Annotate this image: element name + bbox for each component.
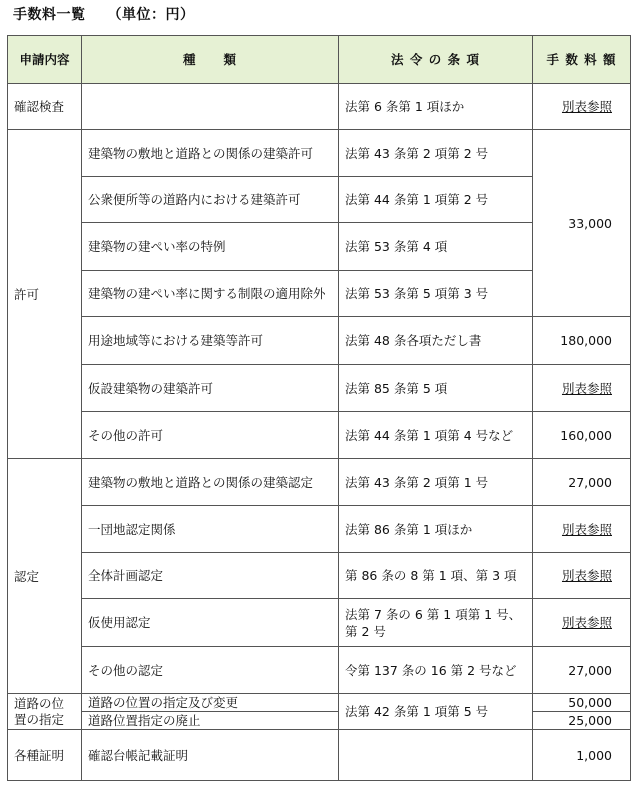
category-cell: 確認検査 <box>8 84 82 130</box>
type-cell: 全体計画認定 <box>82 553 339 599</box>
fee-link[interactable]: 別表参照 <box>561 99 612 114</box>
table-row <box>8 317 631 365</box>
fee-cell <box>533 599 631 647</box>
table-row <box>8 712 631 730</box>
law-cell: 法第 86 条第 1 項ほか <box>339 506 533 553</box>
law-cell: 法第 6 条第 1 項ほか <box>339 84 533 130</box>
table-row <box>8 365 631 412</box>
fee-cell <box>533 553 631 599</box>
fee-cell <box>533 506 631 553</box>
type-cell: 道路位置指定の廃止 <box>82 712 339 730</box>
type-cell: 建築物の敷地と道路との関係の建築認定 <box>82 459 339 506</box>
category-cell: 許可 <box>8 130 82 459</box>
law-cell: 法第 53 条第 5 項第 3 号 <box>339 271 533 317</box>
table-row <box>8 553 631 599</box>
type-cell: 用途地域等における建築等許可 <box>82 317 339 365</box>
column-header-law: 法 令 の 条 項 <box>339 36 533 84</box>
law-cell <box>339 730 533 781</box>
law-cell: 法第 43 条第 2 項第 2 号 <box>339 130 533 177</box>
type-cell: 建築物の建ぺい率に関する制限の適用除外 <box>82 271 339 317</box>
fee-link[interactable]: 別表参照 <box>561 521 612 537</box>
type-cell: 仮使用認定 <box>82 599 339 647</box>
fee-cell <box>533 365 631 412</box>
law-cell: 法第 43 条第 2 項第 1 号 <box>339 459 533 506</box>
fee-link[interactable]: 別表参照 <box>561 380 612 396</box>
law-cell: 法第 85 条第 5 項 <box>339 365 533 412</box>
type-cell <box>82 84 339 130</box>
table-row <box>8 459 631 506</box>
fee-cell: 180,000 <box>533 317 631 365</box>
type-cell: 道路の位置の指定及び変更 <box>82 694 339 712</box>
table-row <box>8 730 631 781</box>
fee-cell: 27,000 <box>533 459 631 506</box>
fee-cell: 27,000 <box>533 647 631 694</box>
type-cell: 確認台帳記載証明 <box>82 730 339 781</box>
fee-cell: 1,000 <box>533 730 631 781</box>
type-cell: 建築物の建ぺい率の特例 <box>82 223 339 271</box>
law-cell: 第 86 条の 8 第 1 項、第 3 項 <box>339 553 533 599</box>
unit-label: （単位：円） <box>107 7 195 23</box>
type-cell: その他の許可 <box>82 412 339 459</box>
type-cell: 建築物の敷地と道路との関係の建築許可 <box>82 130 339 177</box>
table-row <box>8 647 631 694</box>
law-cell: 法第 53 条第 4 項 <box>339 223 533 271</box>
header-row <box>8 36 631 84</box>
type-cell: 仮設建築物の建築許可 <box>82 365 339 412</box>
fee-cell: 33,000 <box>533 130 631 317</box>
table-row <box>8 599 631 647</box>
fee-cell: 25,000 <box>533 712 631 730</box>
table-row <box>8 412 631 459</box>
category-cell: 各種証明 <box>8 730 82 781</box>
category-cell: 認定 <box>8 459 82 694</box>
column-header-fee: 手 数 料 額 <box>533 36 631 84</box>
law-cell: 法第 44 条第 1 項第 2 号 <box>339 177 533 223</box>
fee-cell: 160,000 <box>533 412 631 459</box>
law-cell: 法第 42 条第 1 項第 5 号 <box>339 694 533 730</box>
type-cell: その他の認定 <box>82 647 339 694</box>
fee-link[interactable]: 別表参照 <box>561 568 612 583</box>
law-cell: 法第 44 条第 1 項第 4 号など <box>339 412 533 459</box>
law-cell: 法第 48 条各項ただし書 <box>339 317 533 365</box>
title-text: 手数料一覧 <box>13 7 86 23</box>
column-header-application: 申請内容 <box>8 36 82 84</box>
table-row <box>8 84 631 130</box>
page-title <box>13 4 195 24</box>
fee-cell: 50,000 <box>533 694 631 712</box>
table-row <box>8 694 631 712</box>
category-cell: 道路の位置の指定 <box>8 694 82 730</box>
fee-link[interactable]: 別表参照 <box>561 615 612 630</box>
fee-cell <box>533 84 631 130</box>
law-cell: 法第 7 条の 6 第 1 項第 1 号、第 2 号 <box>339 599 533 647</box>
fee-table <box>7 35 631 781</box>
type-cell: 一団地認定関係 <box>82 506 339 553</box>
type-cell: 公衆便所等の道路内における建築許可 <box>82 177 339 223</box>
law-cell: 令第 137 条の 16 第 2 号など <box>339 647 533 694</box>
table-row <box>8 130 631 177</box>
table-row <box>8 506 631 553</box>
column-header-type: 種 類 <box>82 36 339 84</box>
